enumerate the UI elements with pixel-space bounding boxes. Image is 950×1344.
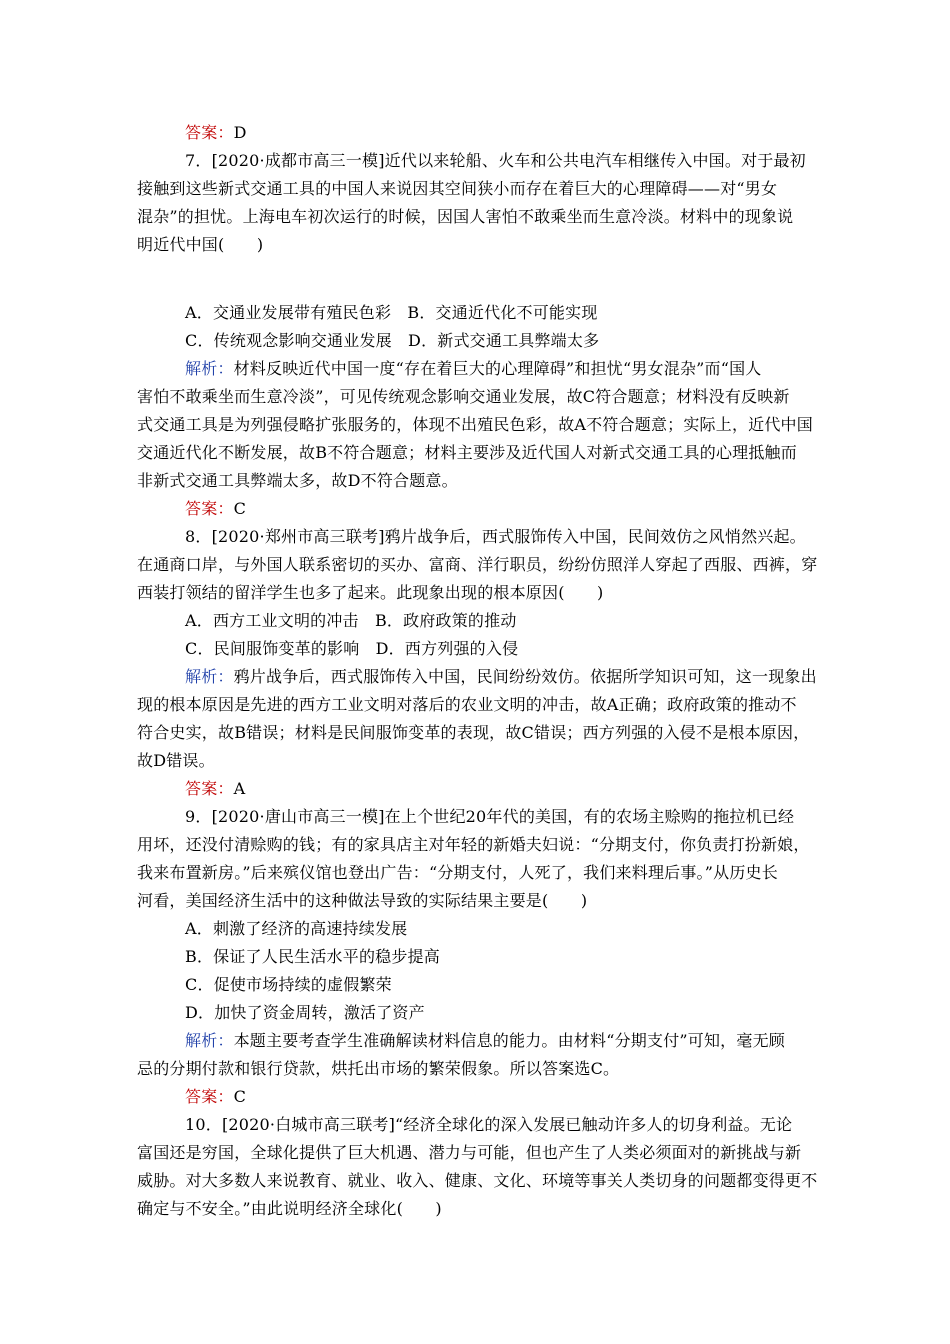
analysis-line-text: 材料反映近代中国一度“存在着巨大的心理障碍”和担忧“男女混杂”而“国人 [233, 359, 762, 378]
answer-value: C [233, 499, 247, 518]
option-line-text: C．民间服饰变革的影响 D．西方列强的入侵 [185, 639, 519, 658]
question-line-text: 接触到这些新式交通工具的中国人来说因其空间狭小而存在着巨大的心理障碍——对“男女 [137, 179, 778, 198]
question-line-text: 在通商口岸，与外国人联系密切的买办、富商、洋行职员，纷纷仿照洋人穿起了西服、西裤，穿 [137, 555, 818, 574]
question-line-text: 用坏，还没付清赊购的钱；有的家具店主对年轻的新婚夫妇说：“分期支付，你负责打扮新娘， [137, 835, 810, 854]
question-line [137, 1167, 817, 1195]
option-line [137, 299, 817, 327]
analysis-line-text: 鸦片战争后，西式服饰传入中国，民间纷纷效仿。依据所学知识可知，这一现象出 [233, 667, 817, 686]
option-line [137, 971, 817, 999]
question-line-text: 7．[2020·成都市高三一模]近代以来轮船、火车和公共电汽车相继传入中国。对于最初 [185, 151, 806, 170]
answer-value: D [233, 123, 247, 142]
analysis-line [137, 719, 817, 747]
option-line-text: A．西方工业文明的冲击 B．政府政策的推动 [185, 611, 517, 630]
question-line-text: 10．[2020·白城市高三联考]“经济全球化的深入发展已触动许多人的切身利益。无论 [185, 1115, 793, 1134]
question-line-text: 混杂”的担忧。上海电车初次运行的时候，因国人害怕不敢乘坐而生意冷淡。材料中的现象说 [137, 207, 794, 226]
question-line-text: 西装打领结的留洋学生也多了起来。此现象出现的根本原因( ) [137, 583, 604, 602]
option-line [137, 607, 817, 635]
analysis-label: 解析： [185, 1031, 234, 1050]
option-line [137, 999, 817, 1027]
question-line [137, 231, 817, 259]
analysis-line-text: 忌的分期付款和银行贷款，烘托出市场的繁荣假象。所以答案选C。 [137, 1059, 620, 1078]
question-line-text: 我来布置新房。”后来殡仪馆也登出广告：“分期支付，人死了，我们来料理后事。”从历史长 [137, 863, 778, 882]
answer-label: 答案： [185, 779, 234, 798]
answer-value: C [233, 1087, 247, 1106]
analysis-line-text: 非新式交通工具弊端太多，故D不符合题意。 [137, 471, 458, 490]
question-line [137, 831, 817, 859]
question-line [137, 579, 817, 607]
blank-space [137, 259, 817, 299]
answer-label: 答案： [185, 1087, 234, 1106]
question-line [137, 523, 817, 551]
analysis-line [137, 439, 817, 467]
analysis-line [137, 355, 817, 383]
analysis-line [137, 747, 817, 775]
question-line-text: 河看，美国经济生活中的这种做法导致的实际结果主要是( ) [137, 891, 588, 910]
analysis-line [137, 691, 817, 719]
analysis-label: 解析： [185, 667, 234, 686]
question-line [137, 859, 817, 887]
document-content [137, 119, 817, 1223]
analysis-line-text: 交通近代化不断发展，故B不符合题意；材料主要涉及近代国人对新式交通工具的心理抵触而 [137, 443, 797, 462]
option-line [137, 327, 817, 355]
option-line-text: A．刺激了经济的高速持续发展 [185, 919, 408, 938]
answer-line [137, 119, 817, 147]
option-line [137, 635, 817, 663]
question-line [137, 203, 817, 231]
option-line-text: C．促使市场持续的虚假繁荣 [185, 975, 392, 994]
analysis-line [137, 1055, 817, 1083]
question-line [137, 1139, 817, 1167]
question-line [137, 147, 817, 175]
analysis-line [137, 1027, 817, 1055]
analysis-line [137, 663, 817, 691]
answer-line [137, 775, 817, 803]
answer-label: 答案： [185, 123, 234, 142]
analysis-line-text: 符合史实，故B错误；材料是民间服饰变革的表现，故C错误；西方列强的入侵不是根本原因， [137, 723, 810, 742]
question-line-text: 确定与不安全。”由此说明经济全球化( ) [137, 1199, 442, 1218]
analysis-line-text: 现的根本原因是先进的西方工业文明对落后的农业文明的冲击，故A正确；政府政策的推动不 [137, 695, 797, 714]
analysis-line [137, 467, 817, 495]
analysis-line-text: 式交通工具是为列强侵略扩张服务的，体现不出殖民色彩，故A不符合题意；实际上，近代中国 [137, 415, 813, 434]
option-line-text: D．加快了资金周转，激活了资产 [185, 1003, 425, 1022]
option-line-text: B．保证了人民生活水平的稳步提高 [185, 947, 440, 966]
analysis-line-text: 本题主要考查学生准确解读材料信息的能力。由材料“分期支付”可知，毫无顾 [233, 1031, 785, 1050]
question-line [137, 175, 817, 203]
question-line [137, 551, 817, 579]
analysis-line [137, 411, 817, 439]
option-line-text: C．传统观念影响交通业发展 D．新式交通工具弊端太多 [185, 331, 600, 350]
analysis-line [137, 383, 817, 411]
answer-line [137, 495, 817, 523]
answer-label: 答案： [185, 499, 234, 518]
option-line [137, 915, 817, 943]
question-line [137, 1195, 817, 1223]
question-line-text: 威胁。对大多数人来说教育、就业、收入、健康、文化、环境等事关人类切身的问题都变得更不 [137, 1171, 818, 1190]
analysis-line-text: 害怕不敢乘坐而生意冷淡”，可见传统观念影响交通业发展，故C符合题意；材料没有反映新 [137, 387, 790, 406]
option-line-text: A．交通业发展带有殖民色彩 B．交通近代化不可能实现 [185, 303, 598, 322]
question-line-text: 富国还是穷国，全球化提供了巨大机遇、潜力与可能，但也产生了人类必须面对的新挑战与新 [137, 1143, 802, 1162]
question-line-text: 8．[2020·郑州市高三联考]鸦片战争后，西式服饰传入中国，民间效仿之风悄然兴起。 [185, 527, 806, 546]
analysis-line-text: 故D错误。 [137, 751, 215, 770]
question-line [137, 803, 817, 831]
answer-value: A [233, 779, 246, 798]
question-line [137, 1111, 817, 1139]
option-line [137, 943, 817, 971]
question-line-text: 9．[2020·唐山市高三一模]在上个世纪20年代的美国，有的农场主赊购的拖拉机已经 [185, 807, 795, 826]
answer-line [137, 1083, 817, 1111]
analysis-label: 解析： [185, 359, 234, 378]
question-line-text: 明近代中国( ) [137, 235, 264, 254]
question-line [137, 887, 817, 915]
